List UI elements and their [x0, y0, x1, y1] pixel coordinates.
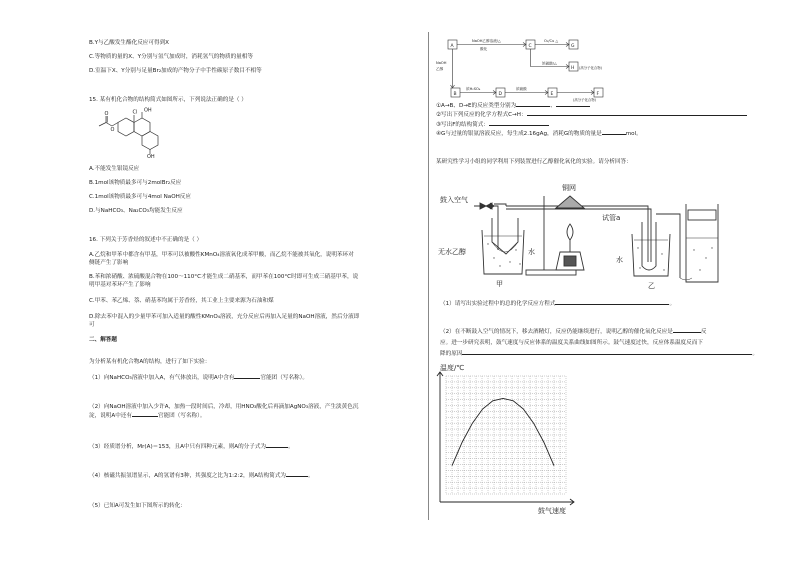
svg-text:F: F: [596, 92, 600, 97]
svg-text:E: E: [550, 92, 554, 97]
label-water-2: 水: [616, 256, 623, 264]
answer-blank[interactable]: [132, 416, 158, 417]
struct-label-o-carbonyl: O: [104, 111, 109, 117]
svg-text:O₂/Cu △: O₂/Cu △: [544, 39, 559, 43]
label-yi: 乙: [648, 282, 655, 290]
experiment-question-2-line2: 应。进一步研究表明，鼓气速度与反应体系的温度关系曲线如图所示。鼓气速度过快，反应体系温度反而下: [440, 340, 703, 346]
svg-text:G: G: [571, 44, 575, 49]
svg-text:NaOH: NaOH: [436, 61, 447, 65]
label-jia: 甲: [496, 280, 503, 288]
svg-text:H: H: [571, 66, 575, 71]
flow-question-2: ②写出下列反应的化学方程式C→H：: [436, 112, 747, 119]
temperature-airspeed-chart: [426, 362, 586, 518]
chart-ylabel: 温度/℃: [440, 364, 465, 372]
answer-blank[interactable]: [234, 378, 260, 379]
q15-option-a: A.不能发生银镜反应: [89, 166, 140, 172]
q15-stem: 15. 某有机化合物的结构简式如图所示，下列说法正确的是（ ）: [89, 97, 247, 103]
chart-xlabel: 鼓气速度: [538, 507, 566, 515]
struct-label-o-ester: O: [110, 127, 115, 133]
q15-structure-diagram: [86, 104, 166, 158]
answer-blank[interactable]: [527, 115, 747, 116]
svg-text:(高分子化合物): (高分子化合物): [573, 98, 596, 102]
svg-text:NaOH乙醇溶液/△: NaOH乙醇溶液/△: [472, 39, 501, 43]
q14-option-b: B.Y与乙酸发生酯化反应可得到X: [89, 40, 169, 46]
q17-part5: （5）已知A可发生如下图所示的转化：: [89, 503, 186, 509]
q16-line: 可: [89, 322, 95, 328]
answer-blank[interactable]: [286, 476, 308, 477]
q16-line: D.除去苯中混入的少量甲苯可加入适量的酸性KMnO₄溶液，充分反应后再加入足量的NaOH溶液，然后分液即: [89, 314, 360, 320]
chart-series-line: [452, 398, 554, 465]
q17-part2-line2: 淀，说明A中还有 官能团（写名称）。: [89, 413, 206, 419]
q16-line: C.甲苯、苯乙烯、萘、硝基苯均属于芳香烃，其工业上主要来源为石油和煤: [89, 298, 274, 304]
svg-text:D: D: [498, 92, 502, 97]
answer-blank[interactable]: [266, 447, 288, 448]
experiment-question-2-line3: 降的原因 。: [440, 351, 758, 357]
q17-part4: （4）核磁共振氢谱显示，A的氢谱有3种，其强度之比为1:2:2，则A结构简式为 。: [89, 473, 314, 479]
answer-blank[interactable]: [462, 354, 752, 355]
struct-label-oh-top: OH: [144, 107, 152, 114]
section-heading: 二、解答题: [89, 337, 117, 343]
svg-text:酸化: 酸化: [480, 47, 488, 51]
struct-label-cl: Cl: [132, 109, 138, 116]
svg-text:A: A: [450, 44, 454, 49]
flow-question-3: ③写出F的结构简式：: [436, 122, 549, 129]
answer-blank[interactable]: [489, 125, 549, 126]
answer-blank[interactable]: [556, 106, 590, 107]
answer-blank[interactable]: [673, 332, 701, 333]
label-water-1: 水: [528, 248, 535, 256]
experiment-question-1: （1）请写出实验过程中的总的化学反应方程式 。: [440, 301, 676, 307]
q16-stem: 16. 下列关于芳香烃的叙述中不正确的是（ ）: [89, 237, 203, 243]
struct-label-oh-bottom: OH: [147, 154, 155, 158]
experiment-intro: 某研究性学习小组的同学利用下列装置进行乙醇催化氧化的实验。请分析回答：: [436, 159, 632, 165]
flow-question-4: ④G与过量的银氨溶液反应，每生成2.16gAg，消耗G的物质的量是 mol。: [436, 131, 642, 137]
svg-text:B: B: [453, 92, 457, 97]
svg-text:乙醇: 乙醇: [436, 67, 444, 71]
label-ethanol: 无水乙醇: [438, 248, 466, 256]
q14-option-c: C.等物质的量的X、Y分别与氢气加成时，消耗氢气的物质的量相等: [89, 54, 253, 60]
flow-question-1: ①A→B、D→E的反应类型分别为 、: [436, 103, 590, 110]
svg-text:C: C: [528, 44, 532, 49]
q15-option-c: C.1mol该物质最多可与4mol NaOH反应: [89, 194, 191, 200]
q17-part2-line1: （2）向NaOH溶液中加入少许A，加热一段时间后，冷却，用HNO₃酸化后再滴加AgNO₃溶液，产生淡黄色沉: [89, 404, 359, 410]
q16-line: B.苯和浓硝酸、浓硫酸混合物在100～110°C才能生成二硝基苯，而甲苯在100°C时即可生成三硝基甲苯，说: [89, 274, 359, 280]
experiment-question-2-line1: （2）在不断鼓入空气的情况下，移去酒精灯，反应仍能继续进行，说明乙醇的催化氧化反应是 反: [440, 329, 707, 335]
svg-text:浓硫酸: 浓硫酸: [516, 87, 527, 91]
q15-option-b: B.1mol该物质最多可与2molBr₂反应: [89, 180, 182, 186]
svg-text:(高分子化合物): (高分子化合物): [579, 66, 602, 70]
q14-option-d: D.室温下X、Y分别与足量Br₂加成的产物分子中手性碳原子数目不相等: [89, 68, 262, 74]
apparatus-diagram: [436, 178, 726, 290]
q16-line: 侧链产生了影响: [89, 260, 129, 266]
answer-blank[interactable]: [602, 134, 626, 135]
answer-blank[interactable]: [555, 304, 669, 305]
q16-line: A.乙烷和甲苯中都含有甲基，甲苯可以被酸性KMnO₄溶液氧化成苯甲酸，而乙烷不能被其氧化，说明苯环对: [89, 252, 354, 258]
q17-part1: （1）向NaHCO₃溶液中加入A，有气体放出，说明A中含有 官能团（写名称）。: [89, 375, 309, 381]
answer-blank[interactable]: [516, 106, 550, 107]
svg-text:浓硫酸/△: 浓硫酸/△: [542, 61, 557, 66]
label-copper-mesh: 铜网: [562, 184, 576, 192]
svg-text:浓H₂SO₄: 浓H₂SO₄: [466, 87, 481, 91]
q16-line: 明甲基对苯环产生了影响: [89, 282, 151, 288]
label-test-tube-a: 试管a: [602, 214, 621, 222]
chart-grid: [446, 376, 566, 494]
label-air: 鼓入空气: [440, 196, 468, 204]
q17-intro: 为分析某有机化合物A的结构，进行了如下实验：: [89, 359, 211, 365]
reaction-flow-diagram: [436, 36, 616, 102]
q17-part3: （3）经质谱分析，Mr(A)＝153，且A中只有四种元素，则A的分子式为 。: [89, 444, 294, 450]
q15-option-d: D.与NaHCO₃、Na₂CO₃均能发生反应: [89, 208, 183, 214]
